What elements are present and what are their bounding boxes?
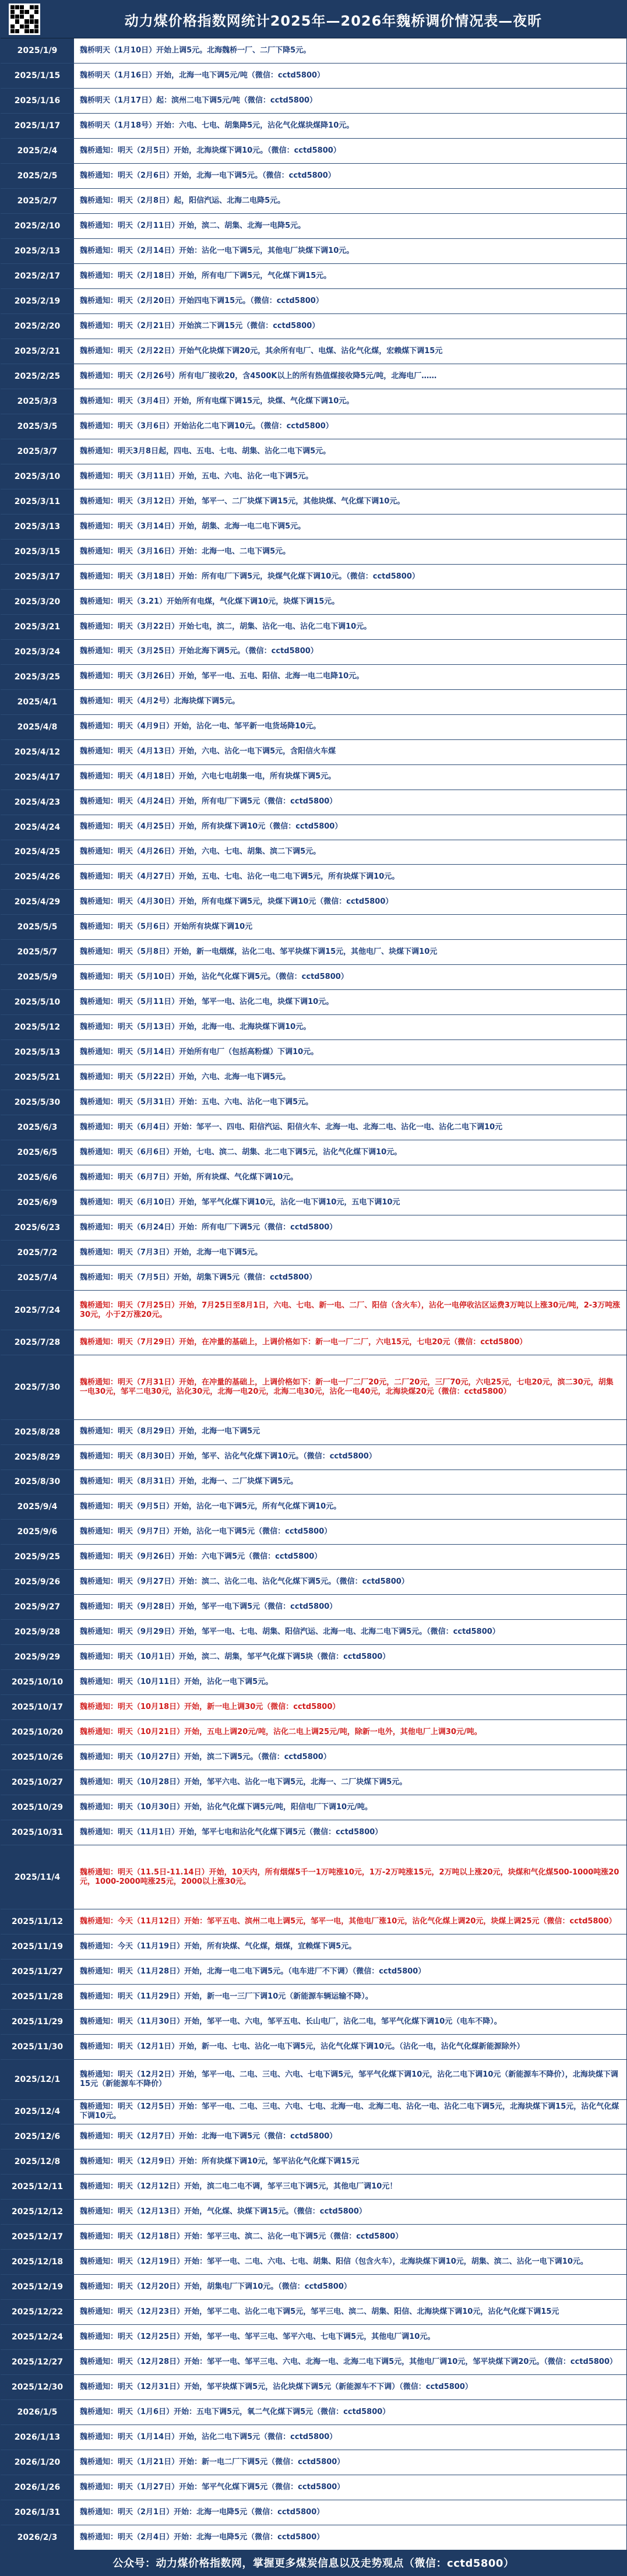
row-date: 2025/10/26 (1, 1745, 74, 1770)
table-row (1, 1909, 626, 1934)
row-notice: 魏桥明天（1月17日）起：滨州二电下调5元/吨（微信：cctd5800） (80, 96, 318, 105)
row-date: 2025/6/9 (1, 1190, 74, 1215)
row-notice: 魏桥通知：明天（4月26日）开始，六电、七电、胡集、滨二下调5元。 (80, 847, 321, 857)
row-notice: 魏桥通知：明天（12月31日）开始，邹平块煤下调5元，沾化块煤下调5元（新能源车不下调）（微信：cctd5800） (80, 2383, 473, 2392)
table-row (1, 2200, 626, 2225)
row-date: 2025/4/23 (1, 790, 74, 815)
row-date: 2025/11/19 (1, 1934, 74, 1959)
row-notice: 魏桥通知：明天（3月22日）开始七电，滨二，胡集、沾化一电、沾化二电下调10元。 (80, 622, 372, 631)
row-notice: 魏桥通知：明天（2月8日）起，阳信汽运、北海二电降5元。 (80, 196, 286, 205)
row-notice: 魏桥通知：明天（1月21日）开始：新一电二厂下调5元（微信：cctd5800） (80, 2458, 345, 2467)
row-notice: 魏桥通知：明天（8月30日）开始，邹平、沾化气化煤下调10元。（微信：cctd5800） (80, 1452, 376, 1461)
row-date: 2025/12/27 (1, 2350, 74, 2374)
row-notice: 魏桥通知：明天（2月11日）开始，滨二、胡集、北海一电降5元。 (80, 221, 306, 230)
row-notice: 魏桥通知：明天（10月11日）开始，沾化一电下调5元。 (80, 1678, 273, 1687)
row-date: 2025/11/30 (1, 2035, 74, 2059)
table-row (1, 1355, 626, 1419)
row-notice: 魏桥通知：明天（9月5日）开始，沾化一电下调5元，所有气化煤下调10元。 (80, 1502, 341, 1511)
row-date: 2026/2/3 (1, 2525, 74, 2550)
table-row (1, 815, 626, 840)
table-row (1, 2149, 626, 2175)
row-date: 2025/1/15 (1, 64, 74, 88)
table-row (1, 2525, 626, 2550)
row-date: 2025/3/5 (1, 414, 74, 439)
row-date: 2025/12/12 (1, 2200, 74, 2224)
table-row (1, 1420, 626, 1445)
table-row (1, 1620, 626, 1645)
row-notice: 魏桥通知：明天（5月31日）开始：五电、六电、沾化一电下调5元。 (80, 1098, 314, 1107)
table-row (1, 1495, 626, 1520)
table-row (1, 1015, 626, 1040)
row-notice: 魏桥通知：明天（11月29日）开始，新一电一三厂下调10元（新能源车辆运输不降）。 (80, 1992, 373, 2001)
row-notice: 魏桥通知：明天（4月18日）开始，六电七电胡集一电，所有块煤下调5元。 (80, 772, 336, 781)
table-row (1, 2325, 626, 2350)
row-notice: 魏桥通知：明天（2月18日）开始，所有电厂下调5元，气化煤下调15元。 (80, 271, 332, 280)
row-notice: 魏桥通知：明天（7月31日）开始，在冲量的基础上，上调价格如下：新一电一厂二厂20元，二厂20元，三厂70元，六电25元，七电20元，滨二30元，胡集一电30元，邹平二电30元，沾化30元，北海一电20元，北海二电30元，沾化一电40元，北海块煤20元（微信：cctd5800） (80, 1377, 614, 1396)
table-row (1, 2124, 626, 2149)
row-date: 2025/10/27 (1, 1770, 74, 1795)
table-row (1, 2500, 626, 2525)
row-notice: 魏桥通知：明天（3月12日）开始，邹平一、二厂块煤下调15元，其他块煤、气化煤下调10元。 (80, 496, 405, 506)
row-date: 2025/4/17 (1, 765, 74, 790)
row-notice: 魏桥通知：明天（12月12日）开始，滨二电二电不调，邹平三电下调5元，其他电厂调10元！ (80, 2182, 397, 2191)
row-date: 2025/9/26 (1, 1570, 74, 1594)
table-row (1, 2475, 626, 2500)
row-notice: 魏桥通知：明天（3月11日）开始，五电、六电、沾化一电下调5元。 (80, 471, 314, 481)
row-date: 2025/12/24 (1, 2325, 74, 2349)
row-notice: 魏桥通知：明天（1月27日）开始：邹平气化煤下调5元（微信：cctd5800） (80, 2483, 345, 2492)
row-date: 2025/2/10 (1, 214, 74, 238)
row-notice: 魏桥通知：明天（10月21日）开始，五电上调20元/吨，沾化二电上调25元/吨，除新一电外，其他电厂上调30元/吨。 (80, 1728, 482, 1737)
row-notice: 魏桥通知：明天（7月5日）开始，胡集下调5元（微信：cctd5800） (80, 1273, 317, 1282)
row-date: 2025/12/11 (1, 2175, 74, 2199)
table-row (1, 865, 626, 890)
table-row (1, 389, 626, 414)
table-row (1, 1720, 626, 1745)
row-date: 2025/2/21 (1, 339, 74, 364)
table-row (1, 1695, 626, 1720)
table-row (1, 640, 626, 665)
table-row (1, 439, 626, 464)
row-notice: 魏桥通知：明天（6月24日）开始：所有电厂下调5元（微信：cctd5800） (80, 1223, 337, 1232)
row-notice: 魏桥通知：明天（5月22日）开始，六电、北海一电下调5元。 (80, 1073, 291, 1082)
table-row (1, 1040, 626, 1065)
row-date: 2025/7/30 (1, 1355, 74, 1419)
row-notice: 魏桥明天（1月18号）开始：六电、七电、胡集降5元，沾化气化煤块煤降10元。 (80, 121, 354, 130)
row-date: 2025/3/10 (1, 464, 74, 489)
row-date: 2025/2/5 (1, 164, 74, 188)
row-notice: 魏桥通知：明天（12月1日）开始，新一电、七电、沾化一电下调5元，沾化气化煤下调10元。（沾化一电，沾化气化煤新能源除外） (80, 2042, 524, 2052)
row-date: 2025/11/12 (1, 1909, 74, 1934)
row-date: 2025/1/17 (1, 114, 74, 138)
table-row (1, 940, 626, 965)
row-date: 2025/4/1 (1, 690, 74, 714)
row-date: 2025/10/10 (1, 1670, 74, 1694)
row-notice: 魏桥通知：明天（4月25日）开始，所有块煤下调10元（微信：cctd5800） (80, 822, 343, 831)
table-row (1, 364, 626, 389)
table-row (1, 89, 626, 114)
row-notice: 魏桥明天（1月16日）开始，北海一电下调5元/吨（微信：cctd5800） (80, 71, 325, 80)
row-date: 2025/3/21 (1, 615, 74, 639)
row-date: 2025/10/29 (1, 1795, 74, 1820)
row-notice: 魏桥通知：今天（11月19日）开始，所有块煤、气化煤，烟煤，宜赖煤下调5元。 (80, 1942, 357, 1951)
row-notice: 魏桥通知：明天（3月26日）开始，邹平一电、五电、阳信、北海一电二电降10元。 (80, 672, 364, 681)
table-row (1, 615, 626, 640)
table-row (1, 1445, 626, 1470)
row-date: 2025/1/16 (1, 89, 74, 113)
row-date: 2025/12/30 (1, 2375, 74, 2399)
row-notice: 魏桥通知：明天（10月1日）开始，滨二、胡集，邹平气化煤下调5块（微信：cctd5800） (80, 1652, 390, 1662)
row-date: 2025/12/17 (1, 2225, 74, 2249)
row-date: 2025/8/29 (1, 1445, 74, 1470)
row-date: 2025/9/29 (1, 1645, 74, 1669)
row-notice: 魏桥通知：明天（5月6日）开始所有块煤下调10元 (80, 922, 253, 932)
row-notice: 魏桥通知：明天（5月14日）开始所有电厂（包括高粉煤）下调10元。 (80, 1048, 319, 1057)
table-row (1, 2450, 626, 2475)
footer-note: 公众号：动力煤价格指数网，掌握更多煤炭信息以及走势观点（微信：cctd5800） (1, 2550, 626, 2575)
row-notice: 魏桥通知：明天（12月5日）开始：邹平一电、二电、三电、六电、七电、北海一电、北海二电、沾化一电、沾化二电下调5元，北海块煤下调15元，沾化气化煤下调10元。 (80, 2102, 619, 2121)
row-date: 2025/6/6 (1, 1165, 74, 1190)
table-row (1, 314, 626, 339)
table-row (1, 1934, 626, 1960)
table-row (1, 2250, 626, 2275)
row-date: 2025/11/4 (1, 1845, 74, 1909)
row-date: 2026/1/31 (1, 2500, 74, 2525)
row-date: 2025/3/3 (1, 389, 74, 414)
row-notice: 魏桥通知：明天（3月16日）开始：北海一电、二电下调5元。 (80, 547, 291, 556)
row-date: 2025/5/21 (1, 1065, 74, 1090)
row-date: 2025/1/9 (1, 38, 74, 63)
row-notice: 魏桥通知：明天（11月28日）开始，北海一电二电下调5元。（电车进厂不下调）（微信：cctd5800） (80, 1967, 426, 1976)
table-row (1, 464, 626, 489)
row-notice: 魏桥通知：明天（10月30日）开始，沾化气化煤下调5元/吨，阳信电厂下调10元/吨。 (80, 1803, 372, 1812)
page-title: 动力煤价格指数网统计2025年—2026年魏桥调价情况表—夜昕 (124, 12, 543, 29)
row-date: 2025/2/4 (1, 139, 74, 163)
row-notice: 魏桥通知：明天（12月23日）开始，邹平二电、沾化二电下调5元，邹平三电、滨二、胡集、阳信、北海块煤下调10元，沾化气化煤下调15元 (80, 2307, 559, 2317)
table-row (1, 1795, 626, 1820)
table-row (1, 1291, 626, 1330)
table-row (1, 1745, 626, 1770)
row-notice: 魏桥通知：明天（3月4日）开始，所有电煤下调15元，块煤、气化煤下调10元。 (80, 396, 354, 406)
table-row (1, 740, 626, 765)
row-notice: 魏桥通知：明天3月8日起，四电、五电、七电、胡集、沾化二电下调5元。 (80, 446, 331, 456)
table-row (1, 289, 626, 314)
row-date: 2025/7/2 (1, 1241, 74, 1265)
row-notice: 魏桥通知：明天（6月10日）开始，邹平气化煤下调10元，沾化一电下调10元，五电下调10元 (80, 1198, 400, 1207)
row-date: 2025/3/15 (1, 540, 74, 564)
table-row (1, 965, 626, 990)
row-notice: 魏桥通知：明天（5月10日）开始，沾化气化煤下调5元。（微信：cctd5800） (80, 972, 348, 982)
row-notice: 魏桥通知：明天（12月18日）开始：邹平三电、滨二、沾化一电下调5元（微信：cctd5800） (80, 2232, 403, 2242)
table-row (1, 790, 626, 815)
table-row (1, 489, 626, 515)
table-row (1, 1470, 626, 1495)
table-row (1, 1770, 626, 1795)
row-date: 2025/3/13 (1, 515, 74, 539)
row-notice: 魏桥通知：明天（12月20日）开始，胡集电厂下调10元。（微信：cctd5800） (80, 2282, 351, 2292)
row-notice: 魏桥通知：明天（4月2号）北海块煤下调5元。 (80, 697, 240, 706)
row-notice: 魏桥通知：明天（8月29日）开始，北海一电下调5元 (80, 1427, 260, 1436)
row-notice: 魏桥通知：明天（2月26号）所有电厂接收20，含4500K以上的所有热值煤接收降5元/吨，北海电厂…… (80, 371, 437, 380)
table-row (1, 139, 626, 164)
table-row (1, 565, 626, 590)
row-date: 2025/2/17 (1, 264, 74, 288)
row-date: 2025/8/30 (1, 1470, 74, 1495)
row-notice: 魏桥通知：明天（3.21）开始所有电煤，气化煤下调10元，块煤下调15元。 (80, 597, 340, 606)
row-date: 2025/12/4 (1, 2100, 74, 2124)
row-date: 2025/7/24 (1, 1291, 74, 1330)
table-row (1, 665, 626, 690)
row-date: 2025/9/25 (1, 1545, 74, 1569)
row-date: 2026/1/26 (1, 2475, 74, 2500)
row-date: 2025/6/3 (1, 1115, 74, 1140)
table-row (1, 1520, 626, 1545)
table-row (1, 840, 626, 865)
row-date: 2025/5/30 (1, 1090, 74, 1115)
row-date: 2025/12/6 (1, 2124, 74, 2149)
row-notice: 魏桥通知：明天（9月7日）开始，沾化一电下调5元（微信：cctd5800） (80, 1527, 332, 1537)
row-notice: 魏桥通知：明天（6月4日）开始：邹平一、四电、阳信汽运、阳信火车、北海一电、北海二电、沾化一电、沾化二电下调10元 (80, 1123, 503, 1132)
row-date: 2025/2/19 (1, 289, 74, 313)
table-row (1, 590, 626, 615)
row-date: 2025/5/12 (1, 1015, 74, 1039)
row-notice: 魏桥通知：明天（3月18日）开始：所有电厂下调5元，块煤气化煤下调10元。（微信：cctd5800） (80, 572, 420, 581)
row-date: 2025/4/12 (1, 740, 74, 764)
row-notice: 魏桥通知：明天（12月19日）开始：邹平一电、二电、六电、七电、胡集、阳信（包含火车），北海块煤下调10元，胡集、滨二、沾化一电下调10元。 (80, 2257, 588, 2267)
row-date: 2026/1/13 (1, 2425, 74, 2450)
table-row (1, 2010, 626, 2035)
row-notice: 魏桥通知：明天（6月7日）开始，所有块煤、气化煤下调10元。 (80, 1173, 298, 1182)
table-row (1, 1960, 626, 1985)
row-notice: 魏桥通知：明天（2月4日）开始：北海一电降5元（微信：cctd5800） (80, 2533, 325, 2542)
table-row (1, 1140, 626, 1165)
row-date: 2025/5/7 (1, 940, 74, 964)
row-notice: 魏桥通知：明天（4月24日）开始，所有电厂下调5元（微信：cctd5800） (80, 797, 337, 806)
table-row (1, 1820, 626, 1845)
table-row (1, 2175, 626, 2200)
row-notice: 魏桥通知：明天（11月30日）开始，邹平一电、六电，邹平五电、长山电厂，沾化二电，邹平气化煤下调10元（电车不降）。 (80, 2017, 502, 2027)
row-date: 2025/8/28 (1, 1420, 74, 1444)
row-date: 2025/3/7 (1, 439, 74, 464)
table-row (1, 114, 626, 139)
table-row (1, 715, 626, 740)
row-notice: 魏桥通知：明天（11.5日-11.14日）开始，10天内，所有烟煤5千一1万吨涨10元，1万-2万吨涨15元，2万吨以上涨20元，块煤和气化煤500-1000吨涨20元，1000-2000吨涨25元，2000以上涨30元。 (80, 1867, 619, 1886)
table-row (1, 1670, 626, 1695)
table-row (1, 189, 626, 214)
row-date: 2025/9/6 (1, 1520, 74, 1544)
row-notice: 魏桥通知：明天（12月28日）开始：邹平一电、邹平三电、六电、北海一电、北海二电下调5元，其他电厂调10元，邹平块煤下调20元。（微信：cctd5800） (80, 2357, 618, 2367)
row-notice: 魏桥通知：明天（8月31日）开始，北海一、二厂块煤下调5元。 (80, 1477, 298, 1486)
table-row (1, 2100, 626, 2125)
row-date: 2025/5/10 (1, 990, 74, 1014)
table-row (1, 2425, 626, 2450)
row-notice: 魏桥通知：明天（1月6日）开始：五电下调5元，氧二气化煤下调5元（微信：cctd5800） (80, 2408, 390, 2417)
row-notice: 魏桥通知：明天（2月14日）开始：沾化一电下调5元，其他电厂块煤下调10元。 (80, 246, 354, 255)
table-row (1, 1165, 626, 1190)
row-notice: 魏桥通知：明天（3月25日）开始北海下调5元。（微信：cctd5800） (80, 647, 318, 656)
row-notice: 魏桥通知：明天（3月14日）开始，胡集、北海一电二电下调5元。 (80, 521, 306, 531)
row-notice: 魏桥通知：明天（2月5日）开始，北海块煤下调10元。（微信：cctd5800） (80, 146, 341, 155)
row-notice: 魏桥通知：明天（9月27日）开始：滨二、沾化二电、沾化气化煤下调5元。（微信：cctd5800） (80, 1577, 409, 1587)
table-row (1, 990, 626, 1015)
row-date: 2025/7/4 (1, 1266, 74, 1290)
row-notice: 魏桥通知：明天（7月25日）开始，7月25日至8月1日，六电、七电、新一电、二厂、阳信（含火车），沾化一电停收沾区运费3万吨以上涨30元/吨，2-3万吨涨30元，小于2万涨20元。 (80, 1301, 621, 1319)
row-date: 2025/2/20 (1, 314, 74, 339)
row-date: 2025/5/9 (1, 965, 74, 989)
row-date: 2025/9/4 (1, 1495, 74, 1519)
table-row (1, 38, 626, 64)
row-date: 2025/3/24 (1, 640, 74, 664)
row-notice: 魏桥通知：明天（9月26日）开始：六电下调5元（微信：cctd5800） (80, 1552, 322, 1562)
row-notice: 魏桥通知：明天（9月29日）开始，邹平一电、七电、胡集、阳信汽运、北海一电、北海二电下调5元。（微信：cctd5800） (80, 1627, 500, 1637)
row-date: 2025/12/1 (1, 2060, 74, 2099)
table-row (1, 1266, 626, 1291)
row-date: 2025/11/29 (1, 2010, 74, 2034)
table-row (1, 1115, 626, 1140)
table-row (1, 264, 626, 289)
row-notice: 魏桥通知：明天（5月11日）开始，邹平一电、沾化二电，块煤下调10元。 (80, 998, 334, 1007)
row-date: 2025/3/17 (1, 565, 74, 589)
row-date: 2025/9/27 (1, 1595, 74, 1619)
row-date: 2025/4/8 (1, 715, 74, 739)
row-date: 2025/2/25 (1, 364, 74, 389)
row-notice: 魏桥明天（1月10日）开始上调5元。北海魏桥一厂、二厂下降5元。 (80, 45, 311, 55)
row-date: 2026/1/20 (1, 2450, 74, 2475)
row-notice: 魏桥通知：明天（6月6日）开始，七电、滨二、胡集、北二电下调5元，沾化气化煤下调10元。 (80, 1148, 402, 1157)
table-row (1, 2035, 626, 2060)
table-row (1, 339, 626, 364)
row-date: 2025/12/22 (1, 2300, 74, 2324)
table-row (1, 915, 626, 940)
row-date: 2025/2/7 (1, 189, 74, 213)
table-row (1, 2400, 626, 2425)
row-date: 2025/12/8 (1, 2149, 74, 2174)
row-date: 2025/4/24 (1, 815, 74, 840)
table-row (1, 214, 626, 239)
table-row (1, 1090, 626, 1115)
row-date: 2025/12/19 (1, 2275, 74, 2299)
row-notice: 魏桥通知：明天（4月30日）开始，所有电煤下调5元，块煤下调10元（微信：cctd5800） (80, 897, 393, 907)
table-row (1, 239, 626, 264)
table-body (1, 38, 626, 2550)
table-row (1, 1065, 626, 1090)
row-date: 2025/10/17 (1, 1695, 74, 1719)
table-row (1, 2350, 626, 2375)
table-row (1, 1545, 626, 1570)
row-date: 2025/6/23 (1, 1215, 74, 1240)
table-header (1, 1, 626, 38)
row-date: 2025/5/5 (1, 915, 74, 939)
row-date: 2025/10/31 (1, 1820, 74, 1845)
row-notice: 魏桥通知：明天（4月13日）开始，六电、沾化一电下调5元，含阳信火车煤 (80, 747, 336, 756)
row-notice: 魏桥通知：明天（2月21日）开始滨二下调15元（微信：cctd5800） (80, 321, 320, 330)
row-date: 2025/4/29 (1, 890, 74, 914)
row-date: 2025/3/11 (1, 489, 74, 514)
row-notice: 魏桥通知：明天（10月28日）开始，邹平六电、沾化一电下调5元，北海一、二厂块煤下调5元。 (80, 1778, 407, 1787)
row-notice: 魏桥通知：明天（12月2日）开始，邹平一电、二电、三电、六电、七电下调5元，邹平气化煤下调10元，沾化二电下调10元（新能源车不降价），北海块煤下调15元（新能源车不降价） (80, 2070, 618, 2088)
table-row (1, 414, 626, 439)
row-notice: 魏桥通知：明天（10月27日）开始，滨二下调5元。（微信：cctd5800） (80, 1753, 331, 1762)
table-row (1, 2375, 626, 2400)
row-date: 2025/11/28 (1, 1985, 74, 2009)
row-notice: 魏桥通知：明天（7月3日）开始，北海一电下调5元。 (80, 1248, 263, 1257)
table-row (1, 64, 626, 89)
table-row (1, 2300, 626, 2325)
table-row (1, 164, 626, 189)
row-date: 2025/3/25 (1, 665, 74, 689)
qr-code-icon (9, 3, 40, 35)
table-row (1, 690, 626, 715)
row-notice: 魏桥通知：明天（9月28日）开始，邹平一电下调5元（微信：cctd5800） (80, 1602, 337, 1612)
row-date: 2025/6/5 (1, 1140, 74, 1165)
table-row (1, 1645, 626, 1670)
row-notice: 魏桥通知：今天（11月12日）开始：邹平五电、滨州二电上调5元，邹平一电，其他电厂涨10元，沾化气化煤上调20元，块煤上调25元（微信：cctd5800） (80, 1917, 617, 1926)
row-notice: 魏桥通知：明天（5月8日）开始，新一电烟煤，沾化二电、邹平块煤下调15元，其他电厂、块煤下调10元 (80, 947, 438, 957)
table-row (1, 2275, 626, 2300)
table-row (1, 515, 626, 540)
row-date: 2025/12/18 (1, 2250, 74, 2274)
row-notice: 魏桥通知：明天（5月13日）开始，北海一电、北海块煤下调10元。 (80, 1023, 311, 1032)
row-notice: 魏桥通知：明天（4月9日）开始，沾化一电、邹平新一电货场降10元。 (80, 722, 321, 731)
row-date: 2025/3/20 (1, 590, 74, 614)
row-notice: 魏桥通知：明天（2月6日）开始，北海一电下调5元。（微信：cctd5800） (80, 171, 336, 180)
row-notice: 魏桥通知：明天（12月7日）开始：北海一电下调5元（微信：cctd5800） (80, 2132, 337, 2141)
row-notice: 魏桥通知：明天（11月1日）开始，邹平七电和沾化气化煤下调5元（微信：cctd5800） (80, 1828, 383, 1837)
row-date: 2025/4/26 (1, 865, 74, 889)
row-date: 2025/10/20 (1, 1720, 74, 1745)
table-row (1, 1570, 626, 1595)
table-row (1, 1215, 626, 1241)
table-row (1, 2225, 626, 2250)
table-row (1, 540, 626, 565)
row-date: 2025/2/13 (1, 239, 74, 263)
row-date: 2025/9/28 (1, 1620, 74, 1644)
table-row (1, 2060, 626, 2099)
table-row (1, 1845, 626, 1909)
row-date: 2025/11/27 (1, 1960, 74, 1984)
row-notice: 魏桥通知：明天（4月27日）开始，五电、七电、沾化一电二电下调5元，所有块煤下调10元。 (80, 872, 400, 882)
row-notice: 魏桥通知：明天（3月6日）开始沾化二电下调10元。（微信：cctd5800） (80, 421, 333, 431)
row-notice: 魏桥通知：明天（2月1日）开始：北海一电降5元（微信：cctd5800） (80, 2508, 325, 2517)
row-notice: 魏桥通知：明天（1月14日）开始，沾化二电下调5元（微信：cctd5800） (80, 2433, 337, 2442)
table-row (1, 1330, 626, 1355)
row-date: 2026/1/5 (1, 2400, 74, 2425)
row-notice: 魏桥通知：明天（2月20日）开始四电下调15元。（微信：cctd5800） (80, 296, 323, 305)
table-row (1, 1190, 626, 1215)
row-date: 2025/5/13 (1, 1040, 74, 1065)
row-notice: 魏桥通知：明天（12月13日）开始，气化煤、块煤下调15元。（微信：cctd5800） (80, 2207, 367, 2216)
row-notice: 魏桥通知：明天（12月25日）开始，邹平一电、邹平三电、邹平六电、七电下调5元，其他电厂调10元。 (80, 2332, 435, 2342)
table-row (1, 1241, 626, 1266)
row-notice: 魏桥通知：明天（10月18日）开始，新一电上调30元（微信：cctd5800） (80, 1703, 340, 1712)
row-notice: 魏桥通知：明天（7月29日）开始，在冲量的基础上，上调价格如下：新一电一厂二厂，六电15元，七电20元（微信：cctd5800） (80, 1338, 527, 1347)
table-row (1, 1595, 626, 1620)
row-notice: 魏桥通知：明天（12月9日）开始：所有块煤下调10元，邹平沾化气化煤下调15元 (80, 2157, 360, 2166)
table-row (1, 890, 626, 915)
row-date: 2025/7/28 (1, 1330, 74, 1355)
row-date: 2025/4/25 (1, 840, 74, 865)
table-row (1, 765, 626, 790)
row-notice: 魏桥通知：明天（2月22日）开始气化块煤下调20元，其余所有电厂、电煤、沾化气化煤，宏赖煤下调15元 (80, 346, 443, 355)
table-row (1, 1985, 626, 2010)
